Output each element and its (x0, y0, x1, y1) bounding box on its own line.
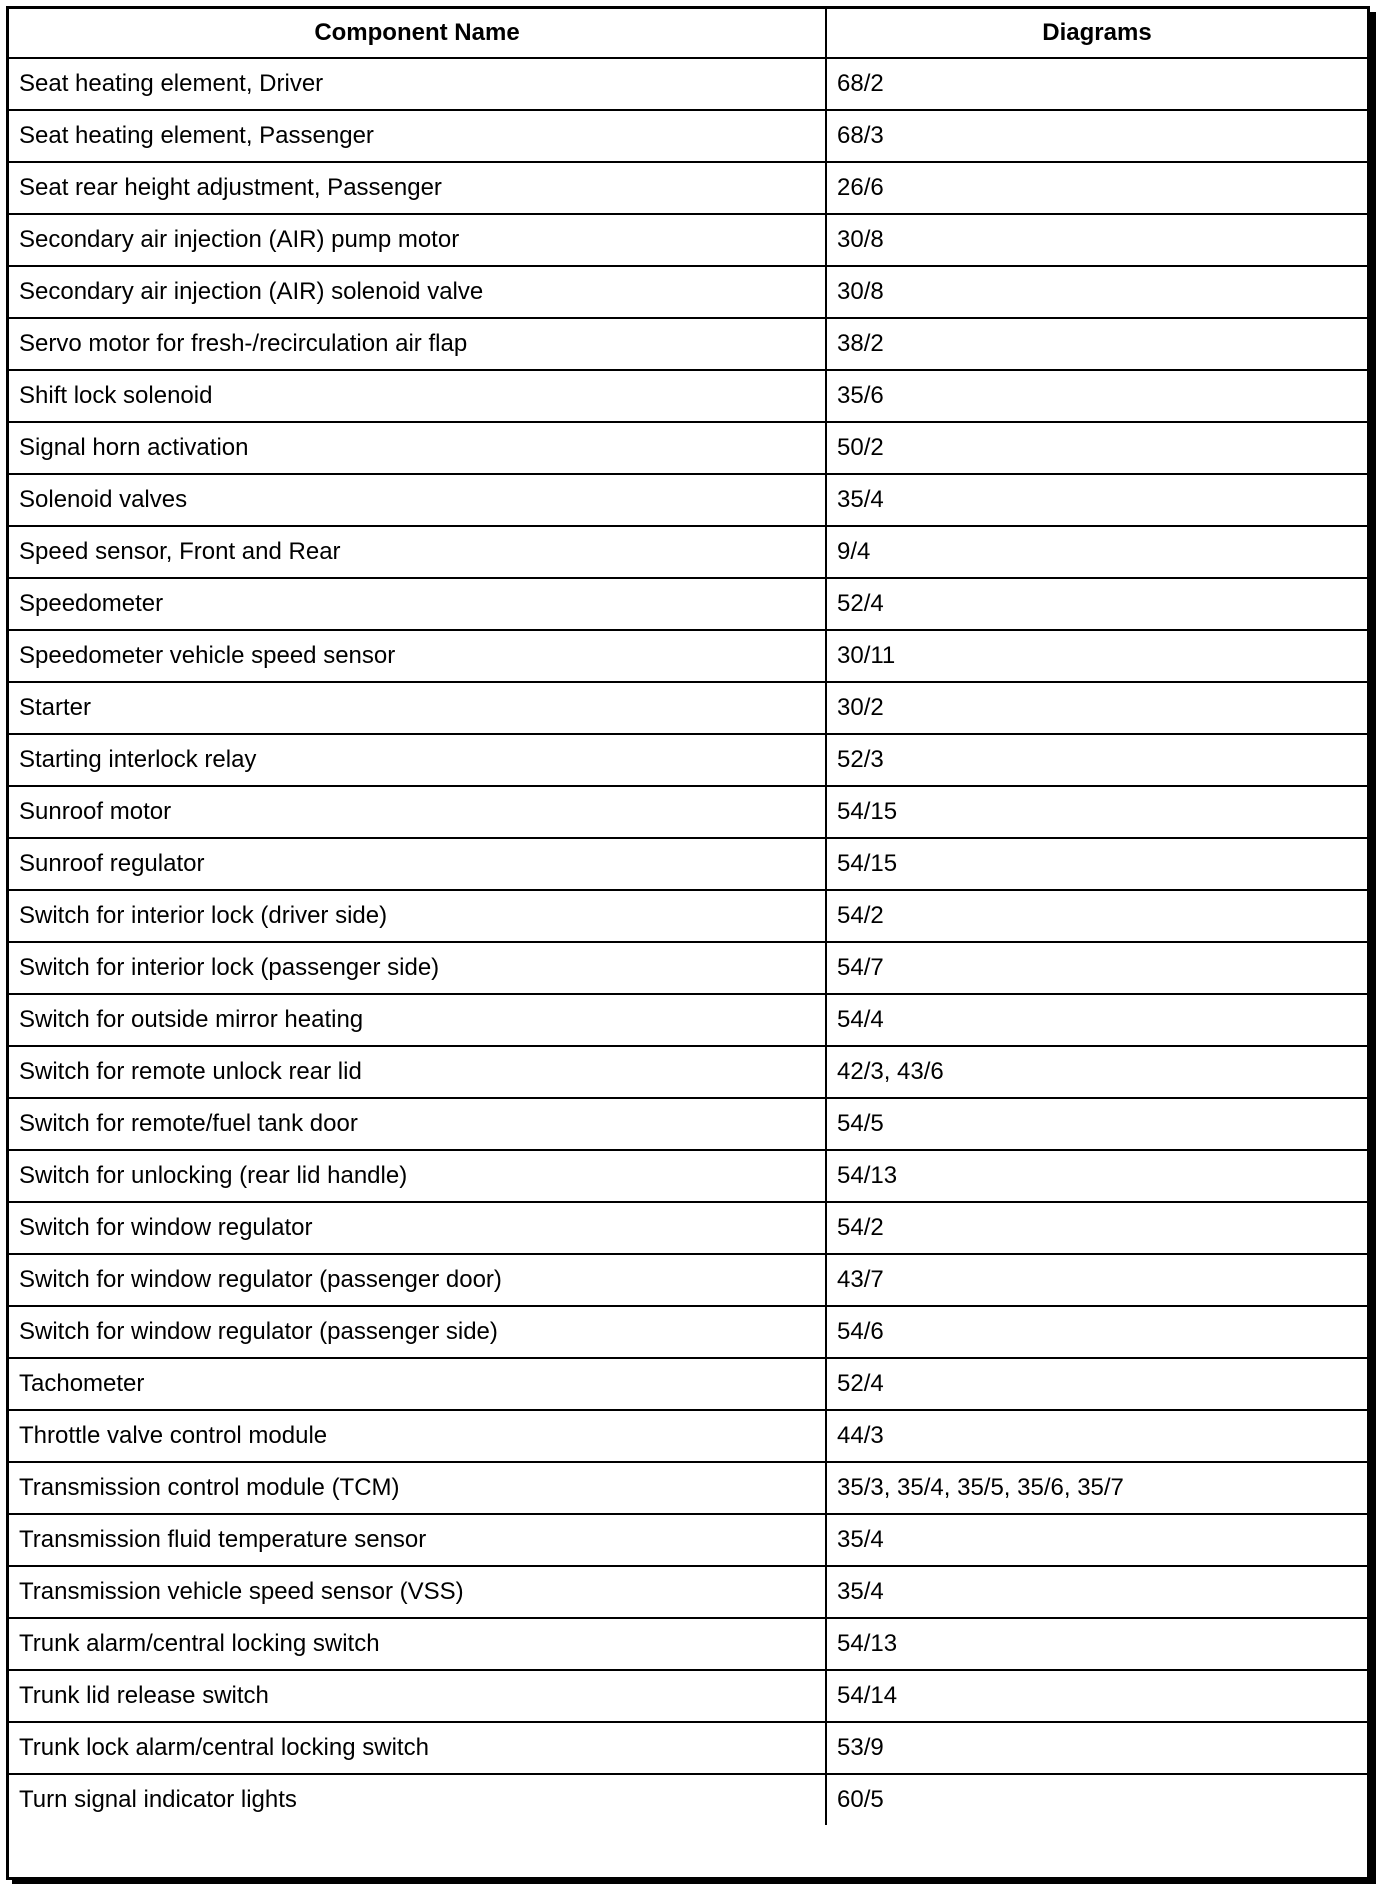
component-name-cell: Transmission fluid temperature sensor (9, 1514, 826, 1566)
diagrams-cell: 53/9 (826, 1722, 1367, 1774)
diagrams-cell: 54/15 (826, 786, 1367, 838)
table-row (9, 1514, 1367, 1566)
component-name-cell: Starting interlock relay (9, 734, 826, 786)
component-name-cell: Shift lock solenoid (9, 370, 826, 422)
table-row (9, 682, 1367, 734)
component-name-cell: Seat heating element, Driver (9, 58, 826, 110)
component-name-cell: Seat rear height adjustment, Passenger (9, 162, 826, 214)
diagrams-cell: 54/4 (826, 994, 1367, 1046)
diagrams-cell: 35/4 (826, 1514, 1367, 1566)
component-name-cell: Sunroof regulator (9, 838, 826, 890)
component-name-cell: Throttle valve control module (9, 1410, 826, 1462)
component-name-cell: Servo motor for fresh-/recirculation air flap (9, 318, 826, 370)
column-header-diagrams: Diagrams (826, 9, 1367, 58)
diagrams-cell: 38/2 (826, 318, 1367, 370)
diagrams-cell: 30/11 (826, 630, 1367, 682)
component-name-cell: Switch for remote/fuel tank door (9, 1098, 826, 1150)
diagrams-cell: 54/2 (826, 1202, 1367, 1254)
table-row (9, 1618, 1367, 1670)
table-row (9, 266, 1367, 318)
diagrams-cell: 54/5 (826, 1098, 1367, 1150)
table-row (9, 890, 1367, 942)
diagrams-cell: 52/3 (826, 734, 1367, 786)
table-row (9, 1306, 1367, 1358)
diagrams-cell: 52/4 (826, 578, 1367, 630)
table-row (9, 318, 1367, 370)
table-row (9, 110, 1367, 162)
diagrams-cell: 54/15 (826, 838, 1367, 890)
table-row (9, 1098, 1367, 1150)
component-name-cell: Switch for outside mirror heating (9, 994, 826, 1046)
component-name-cell: Transmission vehicle speed sensor (VSS) (9, 1566, 826, 1618)
diagrams-cell: 68/3 (826, 110, 1367, 162)
diagrams-cell: 54/14 (826, 1670, 1367, 1722)
diagrams-cell: 54/7 (826, 942, 1367, 994)
diagrams-cell: 35/4 (826, 474, 1367, 526)
component-name-cell: Sunroof motor (9, 786, 826, 838)
component-name-cell: Speedometer vehicle speed sensor (9, 630, 826, 682)
diagrams-cell: 54/13 (826, 1150, 1367, 1202)
table-row (9, 1202, 1367, 1254)
diagrams-cell: 50/2 (826, 422, 1367, 474)
table-row (9, 58, 1367, 110)
component-name-cell: Speedometer (9, 578, 826, 630)
component-name-cell: Secondary air injection (AIR) solenoid valve (9, 266, 826, 318)
table-row (9, 1722, 1367, 1774)
diagrams-cell: 35/3, 35/4, 35/5, 35/6, 35/7 (826, 1462, 1367, 1514)
component-diagram-table (9, 9, 1367, 1825)
diagrams-cell: 60/5 (826, 1774, 1367, 1825)
diagrams-cell: 30/8 (826, 266, 1367, 318)
component-name-cell: Switch for interior lock (driver side) (9, 890, 826, 942)
component-name-cell: Secondary air injection (AIR) pump motor (9, 214, 826, 266)
column-header-component-name: Component Name (9, 9, 826, 58)
diagrams-cell: 42/3, 43/6 (826, 1046, 1367, 1098)
diagrams-cell: 54/13 (826, 1618, 1367, 1670)
component-name-cell: Transmission control module (TCM) (9, 1462, 826, 1514)
diagrams-cell: 52/4 (826, 1358, 1367, 1410)
component-name-cell: Switch for remote unlock rear lid (9, 1046, 826, 1098)
header-row (9, 9, 1367, 58)
table-row (9, 630, 1367, 682)
table-row (9, 474, 1367, 526)
table-row (9, 1254, 1367, 1306)
component-name-cell: Switch for window regulator (passenger side) (9, 1306, 826, 1358)
component-name-cell: Starter (9, 682, 826, 734)
component-name-cell: Trunk lock alarm/central locking switch (9, 1722, 826, 1774)
table-body (9, 58, 1367, 1825)
table-row (9, 526, 1367, 578)
diagrams-cell: 35/4 (826, 1566, 1367, 1618)
table-row (9, 1774, 1367, 1825)
component-name-cell: Switch for unlocking (rear lid handle) (9, 1150, 826, 1202)
table-row (9, 1150, 1367, 1202)
table-row (9, 786, 1367, 838)
component-name-cell: Switch for interior lock (passenger side) (9, 942, 826, 994)
table-row (9, 1462, 1367, 1514)
table-row (9, 422, 1367, 474)
diagrams-cell: 9/4 (826, 526, 1367, 578)
component-name-cell: Trunk alarm/central locking switch (9, 1618, 826, 1670)
table-row (9, 578, 1367, 630)
diagrams-cell: 26/6 (826, 162, 1367, 214)
table-row (9, 162, 1367, 214)
diagrams-cell: 44/3 (826, 1410, 1367, 1462)
component-name-cell: Seat heating element, Passenger (9, 110, 826, 162)
component-name-cell: Trunk lid release switch (9, 1670, 826, 1722)
table-row (9, 1566, 1367, 1618)
component-name-cell: Switch for window regulator (9, 1202, 826, 1254)
table-row (9, 734, 1367, 786)
table-row (9, 1046, 1367, 1098)
table-row (9, 994, 1367, 1046)
table-row (9, 370, 1367, 422)
table-row (9, 838, 1367, 890)
component-name-cell: Tachometer (9, 1358, 826, 1410)
component-name-cell: Switch for window regulator (passenger door) (9, 1254, 826, 1306)
diagrams-cell: 30/8 (826, 214, 1367, 266)
component-table (6, 6, 1370, 1880)
diagrams-cell: 54/6 (826, 1306, 1367, 1358)
diagrams-cell: 68/2 (826, 58, 1367, 110)
diagrams-cell: 35/6 (826, 370, 1367, 422)
table-row (9, 942, 1367, 994)
component-name-cell: Signal horn activation (9, 422, 826, 474)
component-name-cell: Speed sensor, Front and Rear (9, 526, 826, 578)
component-name-cell: Solenoid valves (9, 474, 826, 526)
table-row (9, 1358, 1367, 1410)
diagrams-cell: 30/2 (826, 682, 1367, 734)
table-row (9, 1670, 1367, 1722)
component-name-cell: Turn signal indicator lights (9, 1774, 826, 1825)
table-row (9, 1410, 1367, 1462)
diagrams-cell: 43/7 (826, 1254, 1367, 1306)
table-row (9, 214, 1367, 266)
diagrams-cell: 54/2 (826, 890, 1367, 942)
